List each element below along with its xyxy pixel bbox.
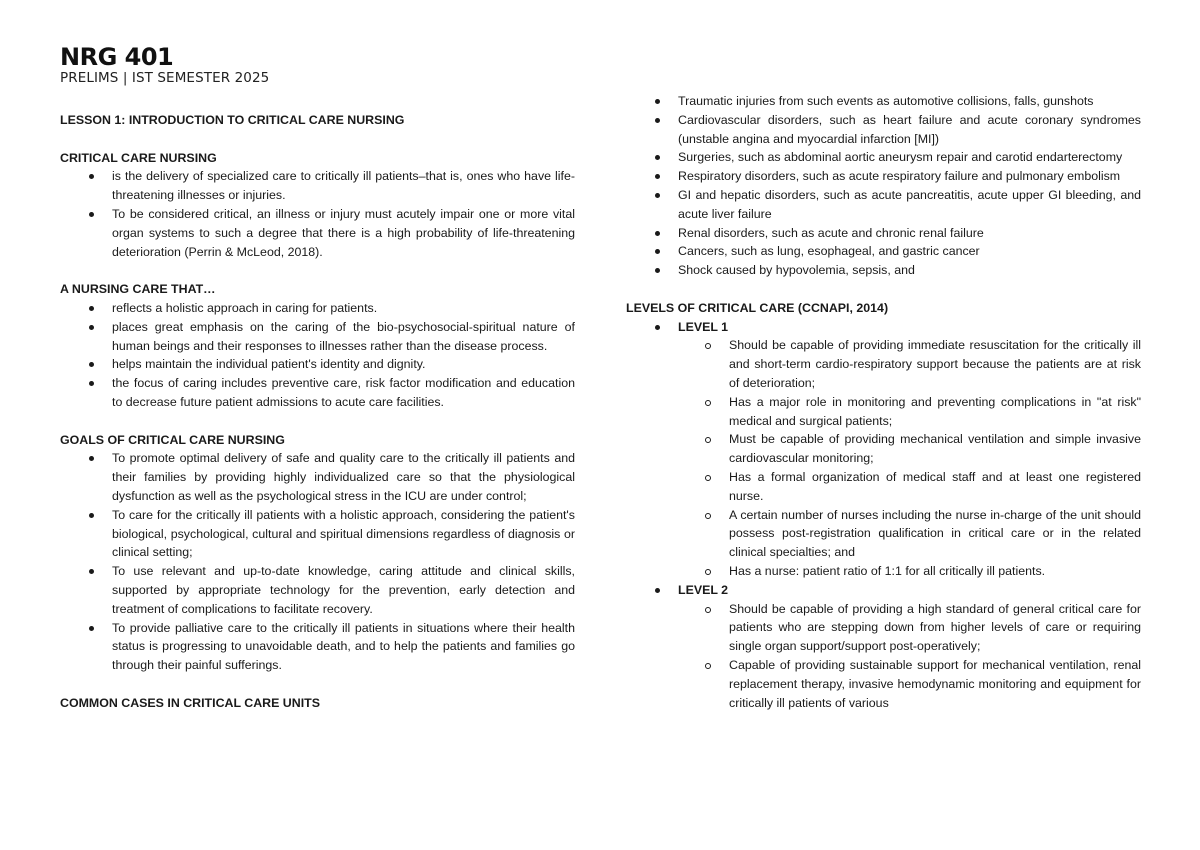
list-item: places great emphasis on the caring of the bio-psychosocial-spiritual nature of human beings and their responses to illnesses rather than the disease process.	[60, 318, 575, 356]
nursing-care-list	[60, 299, 575, 412]
levels-list	[626, 318, 1141, 337]
level-1-label: LEVEL 1	[626, 318, 1141, 337]
lesson-title: LESSON 1: INTRODUCTION TO CRITICAL CARE NURSING	[60, 113, 405, 127]
course-subtitle: PRELIMS | IST SEMESTER 2025	[60, 70, 270, 86]
level-1-list	[626, 336, 1141, 580]
list-item: To be considered critical, an illness or injury must acutely impair one or more vital organ systems to such a degree that there is a high probability of life-threatening deterioration (Perrin & McLeod, 2018).	[60, 205, 575, 261]
list-item: the focus of caring includes preventive care, risk factor modification and education to decrease future patient admissions to acute care facilities.	[60, 374, 575, 412]
list-item: GI and hepatic disorders, such as acute pancreatitis, acute upper GI bleeding, and acute liver failure	[626, 186, 1141, 224]
page-header	[60, 44, 269, 86]
level-2-list	[626, 600, 1141, 713]
list-item: Capable of providing sustainable support for mechanical ventilation, renal replacement therapy, invasive hemodynamic monitoring and equipment for critically ill patients of various	[626, 656, 1141, 712]
course-title: NRG 401	[60, 43, 174, 71]
list-item: Cardiovascular disorders, such as heart failure and acute coronary syndromes (unstable angina and myocardial infarction [MI])	[626, 111, 1141, 149]
level-2-label: LEVEL 2	[626, 581, 1141, 600]
list-item: Respiratory disorders, such as acute respiratory failure and pulmonary embolism	[626, 167, 1141, 186]
list-item: Has a formal organization of medical staff and at least one registered nurse.	[626, 468, 1141, 506]
list-item: Traumatic injuries from such events as automotive collisions, falls, gunshots	[626, 92, 1141, 111]
common-cases-list	[626, 92, 1141, 280]
section-heading-critical-care-nursing: CRITICAL CARE NURSING	[60, 150, 217, 165]
list-item: Surgeries, such as abdominal aortic aneurysm repair and carotid endarterectomy	[626, 148, 1141, 167]
section-heading-nursing-care-that: A NURSING CARE THAT…	[60, 282, 216, 297]
section-heading-goals: GOALS OF CRITICAL CARE NURSING	[60, 432, 285, 447]
list-item: To promote optimal delivery of safe and quality care to the critically ill patients and their families by providing highly individualized care so that the physiological dysfunction as well as the psychological stress in the ICU are under control;	[60, 449, 575, 505]
section-heading-common-cases: COMMON CASES IN CRITICAL CARE UNITS	[60, 695, 320, 710]
list-item: Must be capable of providing mechanical ventilation and simple invasive cardiovascular monitoring;	[626, 430, 1141, 468]
left-column	[60, 111, 575, 713]
list-item: Has a nurse: patient ratio of 1:1 for all critically ill patients.	[626, 562, 1141, 581]
list-item: To provide palliative care to the critically ill patients in situations where their health status is progressing to unavoidable death, and to help the patients and families go through their painful sufferings.	[60, 619, 575, 675]
list-item: Shock caused by hypovolemia, sepsis, and	[626, 261, 1141, 280]
list-item: helps maintain the individual patient's identity and dignity.	[60, 355, 575, 374]
list-item: is the delivery of specialized care to critically ill patients–that is, ones who have life-threatening illnesses or injuries.	[60, 167, 575, 205]
goals-list	[60, 449, 575, 675]
list-item: Should be capable of providing immediate resuscitation for the critically ill and short-term cardio-respiratory support because the patients are at risk of deterioration;	[626, 336, 1141, 392]
list-item: Cancers, such as lung, esophageal, and gastric cancer	[626, 242, 1141, 261]
list-item: To care for the critically ill patients with a holistic approach, considering the patient's biological, psychological, cultural and spiritual dimensions regardless of diagnosis or clinical setting;	[60, 506, 575, 562]
section-heading-levels: LEVELS OF CRITICAL CARE (CCNAPI, 2014)	[626, 300, 889, 315]
list-item: reflects a holistic approach in caring for patients.	[60, 299, 575, 318]
list-item: Has a major role in monitoring and preventing complications in "at risk" medical and surgical patients;	[626, 393, 1141, 431]
levels-list-2	[626, 581, 1141, 600]
list-item: Should be capable of providing a high standard of general critical care for patients who are stepping down from higher levels of care or requiring single organ support/support post-operatively;	[626, 600, 1141, 656]
list-item: A certain number of nurses including the nurse in-charge of the unit should possess post-registration qualification in critical care or in the related clinical specialties; and	[626, 506, 1141, 562]
critical-care-nursing-list	[60, 167, 575, 261]
list-item: Renal disorders, such as acute and chronic renal failure	[626, 224, 1141, 243]
right-column	[626, 92, 1141, 712]
list-item: To use relevant and up-to-date knowledge, caring attitude and clinical skills, supported by appropriate technology for the prevention, early detection and treatment of complications to facilitate recovery.	[60, 562, 575, 618]
